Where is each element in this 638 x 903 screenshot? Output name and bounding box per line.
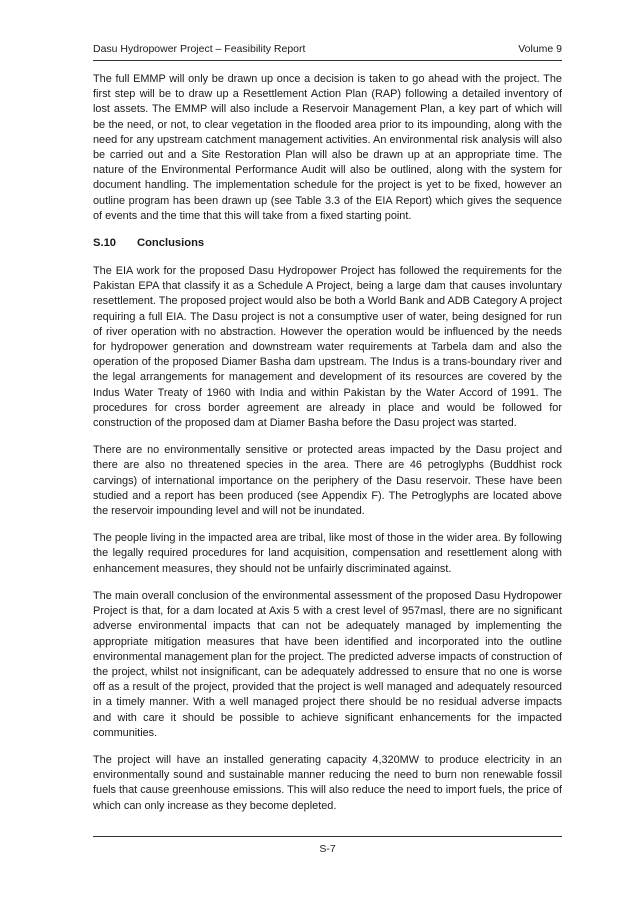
page-number: S-7 bbox=[319, 843, 336, 855]
footer-divider bbox=[93, 836, 562, 837]
section-heading bbox=[93, 236, 562, 251]
header-divider bbox=[93, 60, 562, 61]
paragraph-eia-work: The EIA work for the proposed Dasu Hydropower Project has followed the requirements for the Pakistan EPA that classify it as a Schedule A Project, being a large dam that causes involuntary resettlement. The proposed project would also be both a World Bank and ADB Category A project requiring a full EIA. The Dasu project is not a consumptive user of water, being designed for run of river operation with no abstraction. However the operation would be influenced by the needs for hydropower generation and downstream water requirements at Tarbela dam and also the operation of the proposed Diamer Basha dam upstream. The Indus is a trans-boundary river and the legal arrangements for management and development of its resources are covered by the Indus Water Treaty of 1960 with India and within Pakistan by the Water Accord of 1991. The procedures for cross border agreement are already in place and would be followed for construction of the proposed dam at Diamer Basha before the Dasu project was started. bbox=[93, 265, 562, 430]
section-title: Conclusions bbox=[137, 237, 205, 250]
page-body bbox=[93, 72, 562, 826]
page-header bbox=[93, 42, 562, 56]
section-number: S.10 bbox=[93, 237, 117, 250]
paragraph-people: The people living in the impacted area are tribal, like most of those in the wider area. By following the legally required procedures for land acquisition, compensation and resettlement along with enhancement measures, they should not be unfairly discriminated against. bbox=[93, 532, 562, 575]
paragraph-generating-capacity: The project will have an installed generating capacity 4,320MW to produce electricity in an environmentally sound and sustainable manner reducing the need to burn non renewable fossil fuels that cause greenhouse emissions. This will also reduce the need to import fuels, the price of which can only increase as they become depleted. bbox=[93, 753, 562, 812]
header-report-title: Dasu Hydropower Project – Feasibility Report bbox=[93, 43, 306, 55]
paragraph-main-conclusion: The main overall conclusion of the environmental assessment of the proposed Dasu Hydropower Project is that, for a dam located at Axis 5 with a crest level of 957masl, there are no significant adverse environmental impacts that can not be adequately managed by implementing the appropriate mitigation measures that have been identified and incorporated into the outline environmental management plan for the project. The predicted adverse impacts of construction of the project, whilst not insignificant, can be adequately addressed to ensure that no one is worse off as a result of the project, provided that the project is well managed and adequately resourced in a timely manner. With a well managed project there should be no residual adverse impacts and with care it should be possible to achieve significant enhancements for the impacted communities. bbox=[93, 589, 562, 739]
header-volume: Volume 9 bbox=[518, 43, 562, 55]
paragraph-emmp: The full EMMP will only be drawn up once a decision is taken to go ahead with the project. The first step will be to draw up a Resettlement Action Plan (RAP) following a detailed inventory of lost assets. The EMMP will also include a Reservoir Management Plan, a key part of which will be the need, or not, to clear vegetation in the flooded area prior to its impounding, along with the need for any upstream catchment management activities. An environmental risk analysis will also be carried out and a Site Restoration Plan will also be drawn up at an appropriate time. The nature of the Environmental Performance Audit will also be outlined, along with the system for document handling. The implementation schedule for the project is yet to be fixed, however an outline program has been drawn up (see Table 3.3 of the EIA Report) which gives the sequence of events and the time that this will take from a fixed starting point. bbox=[93, 73, 562, 222]
paragraph-protected-areas: There are no environmentally sensitive or protected areas impacted by the Dasu project and there are also no threatened species in the area. There are 46 petroglyphs (Buddhist rock carvings) of international importance on the periphery of the Dasu reservoir. These have been studied and a report has been produced (see Appendix F). The Petroglyphs are located above the reservoir impounding level and will not be inundated. bbox=[93, 444, 562, 518]
